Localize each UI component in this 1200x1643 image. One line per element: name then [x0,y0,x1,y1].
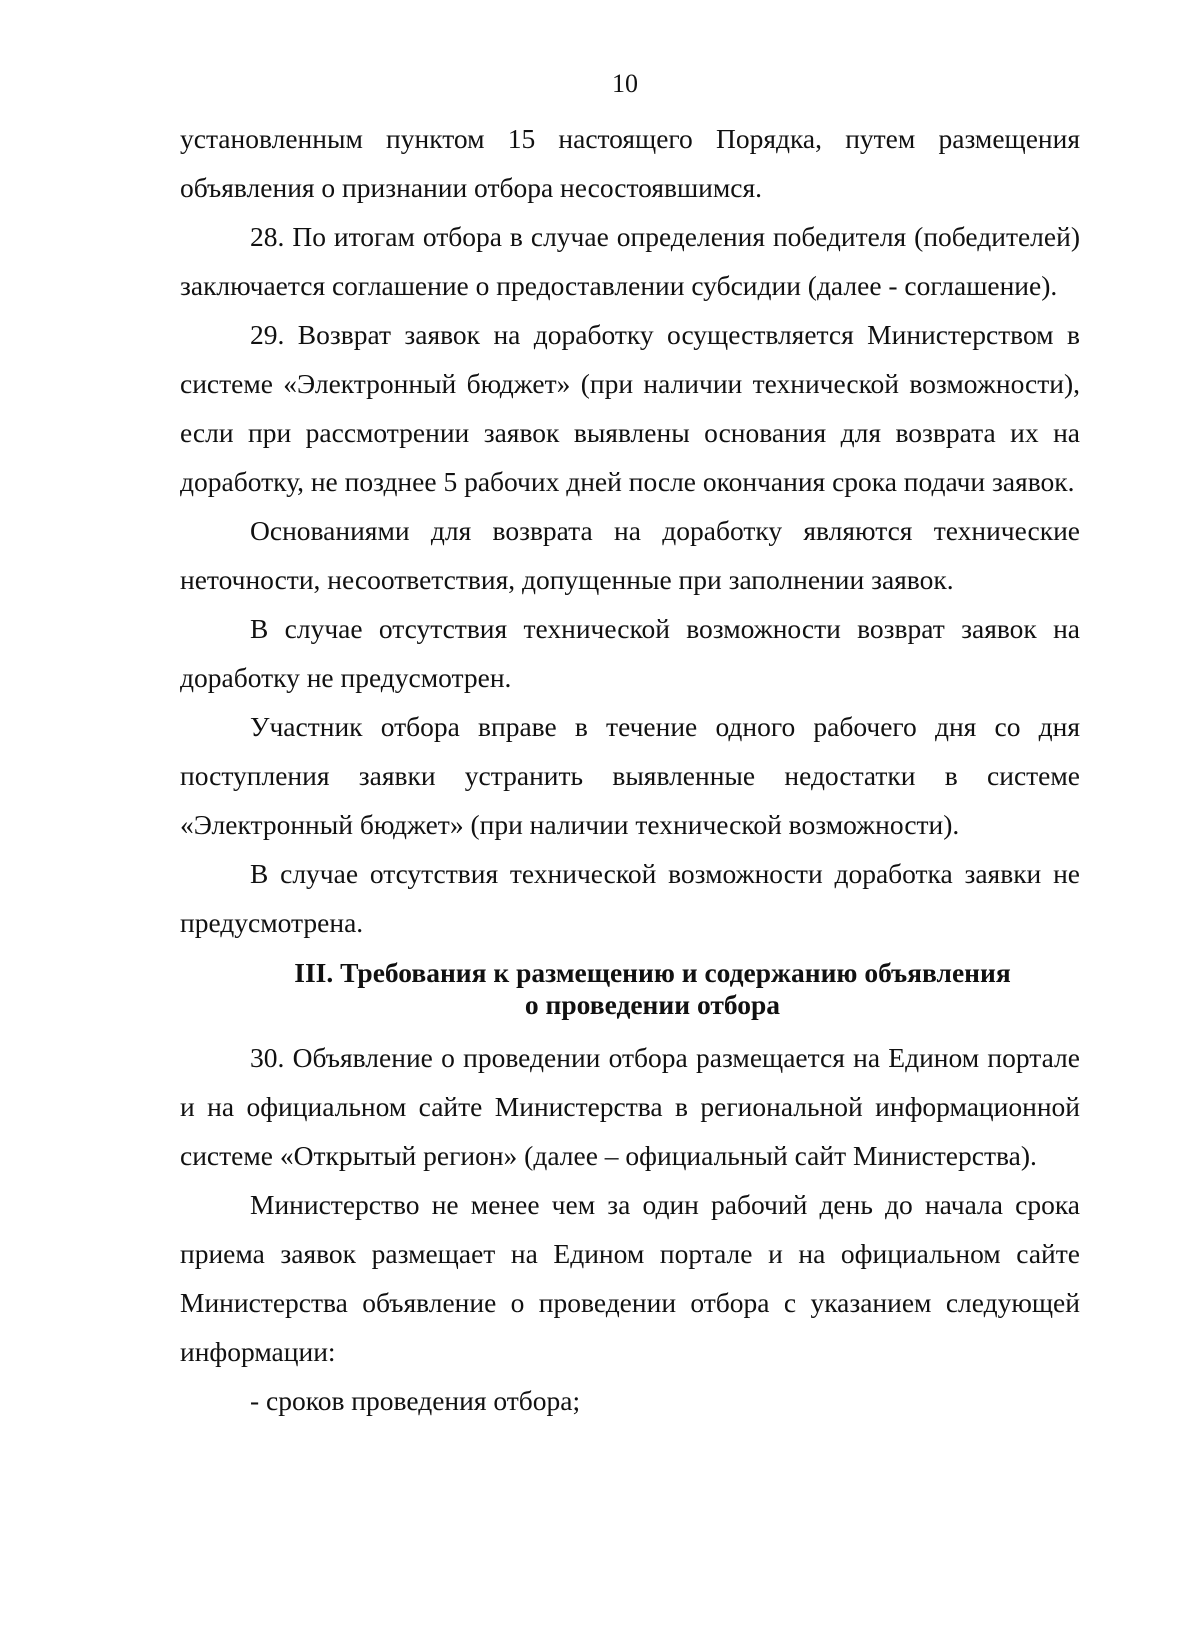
section-heading-line-2: о проведении отбора [524,989,781,1020]
paragraph-return-grounds: Основаниями для возврата на доработку являются технические неточности, несоответствия, допущенные при заполнении заявок. [180,515,1080,595]
paragraph-participant-rights: Участник отбора вправе в течение одного рабочего дня со дня поступления заявки устранить выявленные недостатки в системе «Электронный бюджет» (при наличии технической возможности). [180,711,1080,840]
section-heading [180,957,1080,1021]
document-body [180,114,1080,1425]
paragraph-ministry-announcement: Министерство не менее чем за один рабочий день до начала срока приема заявок размещает на Едином портале и на официальном сайте Министерства объявление о проведении отбора с указанием следующей информации: [180,1189,1080,1367]
paragraph-no-revision: В случае отсутствия технической возможности доработка заявки не предусмотрена. [180,858,1080,938]
list-item-selection-terms: - сроков проведения отбора; [250,1385,581,1416]
paragraph-item-29: 29. Возврат заявок на доработку осуществляется Министерством в системе «Электронный бюджет» (при наличии технической возможности), если при рассмотрении заявок выявлены основания для возврата их на доработку, не позднее 5 рабочих дней после окончания срока подачи заявок. [180,319,1080,497]
paragraph-continuation: установленным пунктом 15 настоящего Порядка, путем размещения объявления о признании отбора несостоявшимся. [180,123,1080,203]
page-number: 10 [612,69,638,98]
paragraph-no-return: В случае отсутствия технической возможности возврат заявок на доработку не предусмотрен. [180,613,1080,693]
paragraph-item-28: 28. По итогам отбора в случае определения победителя (победителей) заключается соглашение о предоставлении субсидии (далее - соглашение). [180,221,1080,301]
spacer [180,947,1080,957]
paragraph-item-30: 30. Объявление о проведении отбора размещается на Едином портале и на официальном сайте Министерства в региональной информационной системе «Открытый регион» (далее – официальный сайт Министерства). [180,1042,1080,1171]
section-heading-line-1: III. Требования к размещению и содержанию объявления [294,957,1011,988]
